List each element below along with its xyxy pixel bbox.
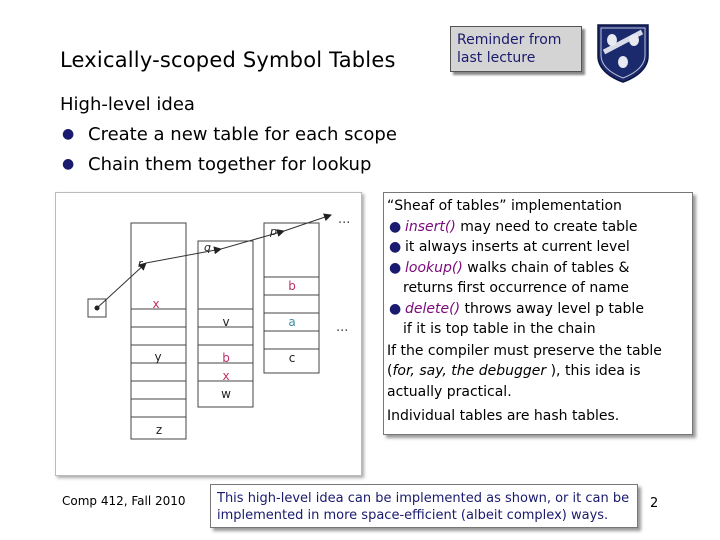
function-name: lookup() [405,259,463,276]
bullet-icon: ● [389,300,402,317]
sheaf-item [387,237,688,258]
paragraph-text: If the compiler must preserve the table ( [387,342,662,379]
table-cell: c [288,351,296,365]
university-shield-icon [594,22,652,84]
idea-bullets [60,124,397,184]
table-cell: x [222,369,230,383]
sheaf-item-continuation: returns first occurrence of name [403,280,630,296]
sheaf-item [387,299,688,320]
preserve-table-paragraph [387,341,688,403]
sheaf-item-text: walks chain of tables & [462,259,630,276]
idea-heading: High-level idea [60,94,195,115]
link-label: q [204,241,211,254]
table-cell: y [154,350,162,364]
sheaf-item-text: it always inserts at current level [405,239,630,255]
table-cell: b [288,279,296,293]
bullet-icon: ● [389,239,402,255]
pointer-dot-icon [95,306,100,311]
course-footer: Comp 412, Fall 2010 [62,494,186,508]
table-1 [131,223,186,439]
bullet-item [60,124,397,154]
bullet-icon: ● [389,259,402,276]
paragraph-text: ), this idea is actually practical. [387,363,641,400]
page-number: 2 [650,496,659,511]
ellipsis-mid: ... [336,320,349,335]
bullet-icon: ● [62,156,75,172]
link-label: r [138,257,143,270]
symbol-table-diagram [55,192,362,476]
link-label: p [270,225,277,238]
sheaf-heading: “Sheaf of tables” implementation [387,198,622,214]
reminder-callout: Reminder from last lecture [450,26,582,72]
sheaf-item-text: may need to create table [455,218,638,235]
sheaf-item-text: throws away level p table [460,300,644,317]
sheaf-implementation-box [383,192,693,435]
bullet-icon: ● [62,126,75,142]
sheaf-item-continuation: if it is top table in the chain [403,321,596,337]
bullet-item [60,154,397,184]
table-cell: b [222,351,230,365]
table-cell: x [152,297,160,311]
table-cell: z [155,423,163,437]
paragraph-italic-text: for, say, the debugger [392,363,547,379]
function-name: insert() [405,218,456,235]
bullet-icon: ● [389,218,402,235]
sheaf-item [387,217,688,238]
table-cell: w [221,387,231,401]
function-name: delete() [405,300,461,317]
table-cell: a [288,315,296,329]
implementation-note: This high-level idea can be implemented as shown, or it can be implemented in more space-efficient (albeit complex) ways. [210,484,638,528]
slide-title: Lexically-scoped Symbol Tables [60,48,396,72]
ellipsis-top: ... [338,212,351,227]
bullet-text: Create a new table for each scope [88,124,397,145]
sheaf-item [387,258,688,279]
table-cell: v [222,315,230,329]
hash-tables-note: Individual tables are hash tables. [387,408,620,424]
bullet-text: Chain them together for lookup [88,154,372,175]
